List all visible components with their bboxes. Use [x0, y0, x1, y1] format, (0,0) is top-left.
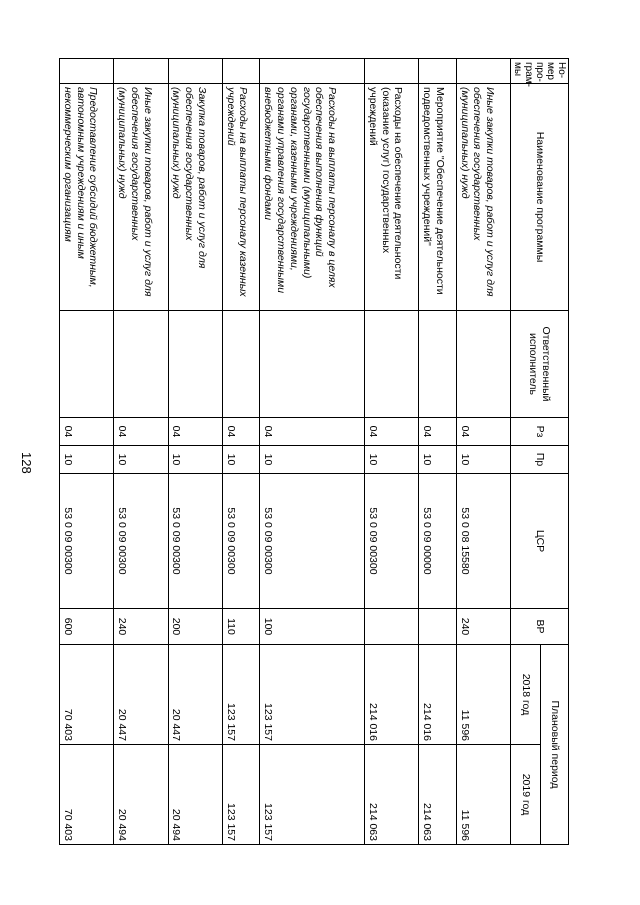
cell-program-name: Иные закупки товаров, работ и услуг для обеспечения государственных (муниципальных) нужд [114, 84, 168, 311]
cell-rz: 04 [114, 418, 168, 446]
cell-program-name: Расходы на выплаты персоналу в целях обеспечения выполнения функций государственными (муниципальными) органами, казенными учреждениями, органами управления государственными внебюджетными фондами [260, 84, 365, 311]
cell-pr: 10 [114, 446, 168, 474]
cell-executor [260, 311, 365, 418]
cell-amount-2018: 20 447 [114, 645, 168, 745]
cell-amount-2019: 70 403 [60, 745, 114, 845]
cell-vr: 200 [168, 609, 222, 645]
header-pr: Пр [511, 446, 569, 474]
cell-executor [419, 311, 456, 418]
table-row [60, 59, 114, 845]
cell-pr: 10 [60, 446, 114, 474]
cell-csr: 53 0 09 00300 [60, 474, 114, 609]
cell-executor [364, 311, 418, 418]
cell-amount-2018: 214 016 [364, 645, 418, 745]
cell-amount-2019: 123 157 [222, 745, 259, 845]
cell-program-number [168, 59, 222, 84]
cell-program-name: Закупка товаров, работ и услуг для обеспечения государственных (муниципальных) нужд [168, 84, 222, 311]
cell-amount-2019: 123 157 [260, 745, 365, 845]
cell-executor [114, 311, 168, 418]
table-row [364, 59, 418, 845]
cell-pr: 10 [260, 446, 365, 474]
cell-program-number [114, 59, 168, 84]
page-number: 128 [19, 452, 34, 474]
cell-pr: 10 [168, 446, 222, 474]
cell-amount-2019: 20 494 [114, 745, 168, 845]
cell-rz: 04 [456, 418, 510, 446]
cell-amount-2018: 20 447 [168, 645, 222, 745]
budget-table-rotated [63, 58, 569, 844]
cell-pr: 10 [364, 446, 418, 474]
header-csr: ЦСР [511, 474, 569, 609]
header-year-2018: 2018 год [511, 645, 541, 745]
cell-vr: 110 [222, 609, 259, 645]
cell-vr: 100 [260, 609, 365, 645]
cell-program-number [419, 59, 456, 84]
cell-program-number [456, 59, 510, 84]
cell-amount-2018: 11 596 [456, 645, 510, 745]
cell-program-name: Мероприятие "Обеспечение деятельности подведомственных учреждений" [419, 84, 456, 311]
table-row [456, 59, 510, 845]
header-program-number: Но-мер про-грам-мы [511, 59, 569, 84]
cell-program-name: Иные закупки товаров, работ и услуг для обеспечения государственных (муниципальных) нужд [456, 84, 510, 311]
cell-vr: 240 [114, 609, 168, 645]
cell-vr [364, 609, 418, 645]
cell-executor [60, 311, 114, 418]
cell-csr: 53 0 09 00300 [222, 474, 259, 609]
table-row [114, 59, 168, 845]
cell-executor [168, 311, 222, 418]
cell-csr: 53 0 09 00300 [364, 474, 418, 609]
budget-table [59, 58, 569, 845]
header-rz: Рз [511, 418, 569, 446]
table-row [260, 59, 365, 845]
cell-executor [456, 311, 510, 418]
cell-pr: 10 [419, 446, 456, 474]
header-planned-period: Плановый период [541, 645, 569, 845]
header-executor: Ответственный исполнитель [511, 311, 569, 418]
cell-program-number [260, 59, 365, 84]
cell-program-number [364, 59, 418, 84]
cell-program-number [60, 59, 114, 84]
header-year-2019: 2019 год [511, 745, 541, 845]
cell-csr: 53 0 08 15580 [456, 474, 510, 609]
cell-program-name: Предоставление субсидий бюджетным, автономным учреждениям и иным некоммерческим организациям [60, 84, 114, 311]
cell-amount-2018: 123 157 [222, 645, 259, 745]
cell-rz: 04 [60, 418, 114, 446]
cell-program-name: Расходы на выплаты персоналу казенных учреждений [222, 84, 259, 311]
cell-csr: 53 0 09 00300 [168, 474, 222, 609]
cell-vr [419, 609, 456, 645]
cell-rz: 04 [168, 418, 222, 446]
header-vr: ВР [511, 609, 569, 645]
cell-amount-2018: 123 157 [260, 645, 365, 745]
cell-rz: 04 [222, 418, 259, 446]
cell-csr: 53 0 09 00300 [114, 474, 168, 609]
header-program-name: Наименование программы [511, 84, 569, 311]
cell-rz: 04 [419, 418, 456, 446]
cell-amount-2019: 20 494 [168, 745, 222, 845]
cell-vr: 240 [456, 609, 510, 645]
cell-csr: 53 0 09 00000 [419, 474, 456, 609]
table-row [168, 59, 222, 845]
cell-program-name: Расходы на обеспечение деятельности (оказание услуг) государственных учреждений [364, 84, 418, 311]
cell-rz: 04 [364, 418, 418, 446]
cell-vr: 600 [60, 609, 114, 645]
cell-rz: 04 [260, 418, 365, 446]
table-row [222, 59, 259, 845]
cell-pr: 10 [456, 446, 510, 474]
cell-amount-2019: 11 596 [456, 745, 510, 845]
cell-csr: 53 0 09 00300 [260, 474, 365, 609]
cell-amount-2018: 70 403 [60, 645, 114, 745]
cell-amount-2019: 214 063 [419, 745, 456, 845]
cell-amount-2018: 214 016 [419, 645, 456, 745]
cell-program-number [222, 59, 259, 84]
table-row [419, 59, 456, 845]
cell-amount-2019: 214 063 [364, 745, 418, 845]
cell-pr: 10 [222, 446, 259, 474]
cell-executor [222, 311, 259, 418]
